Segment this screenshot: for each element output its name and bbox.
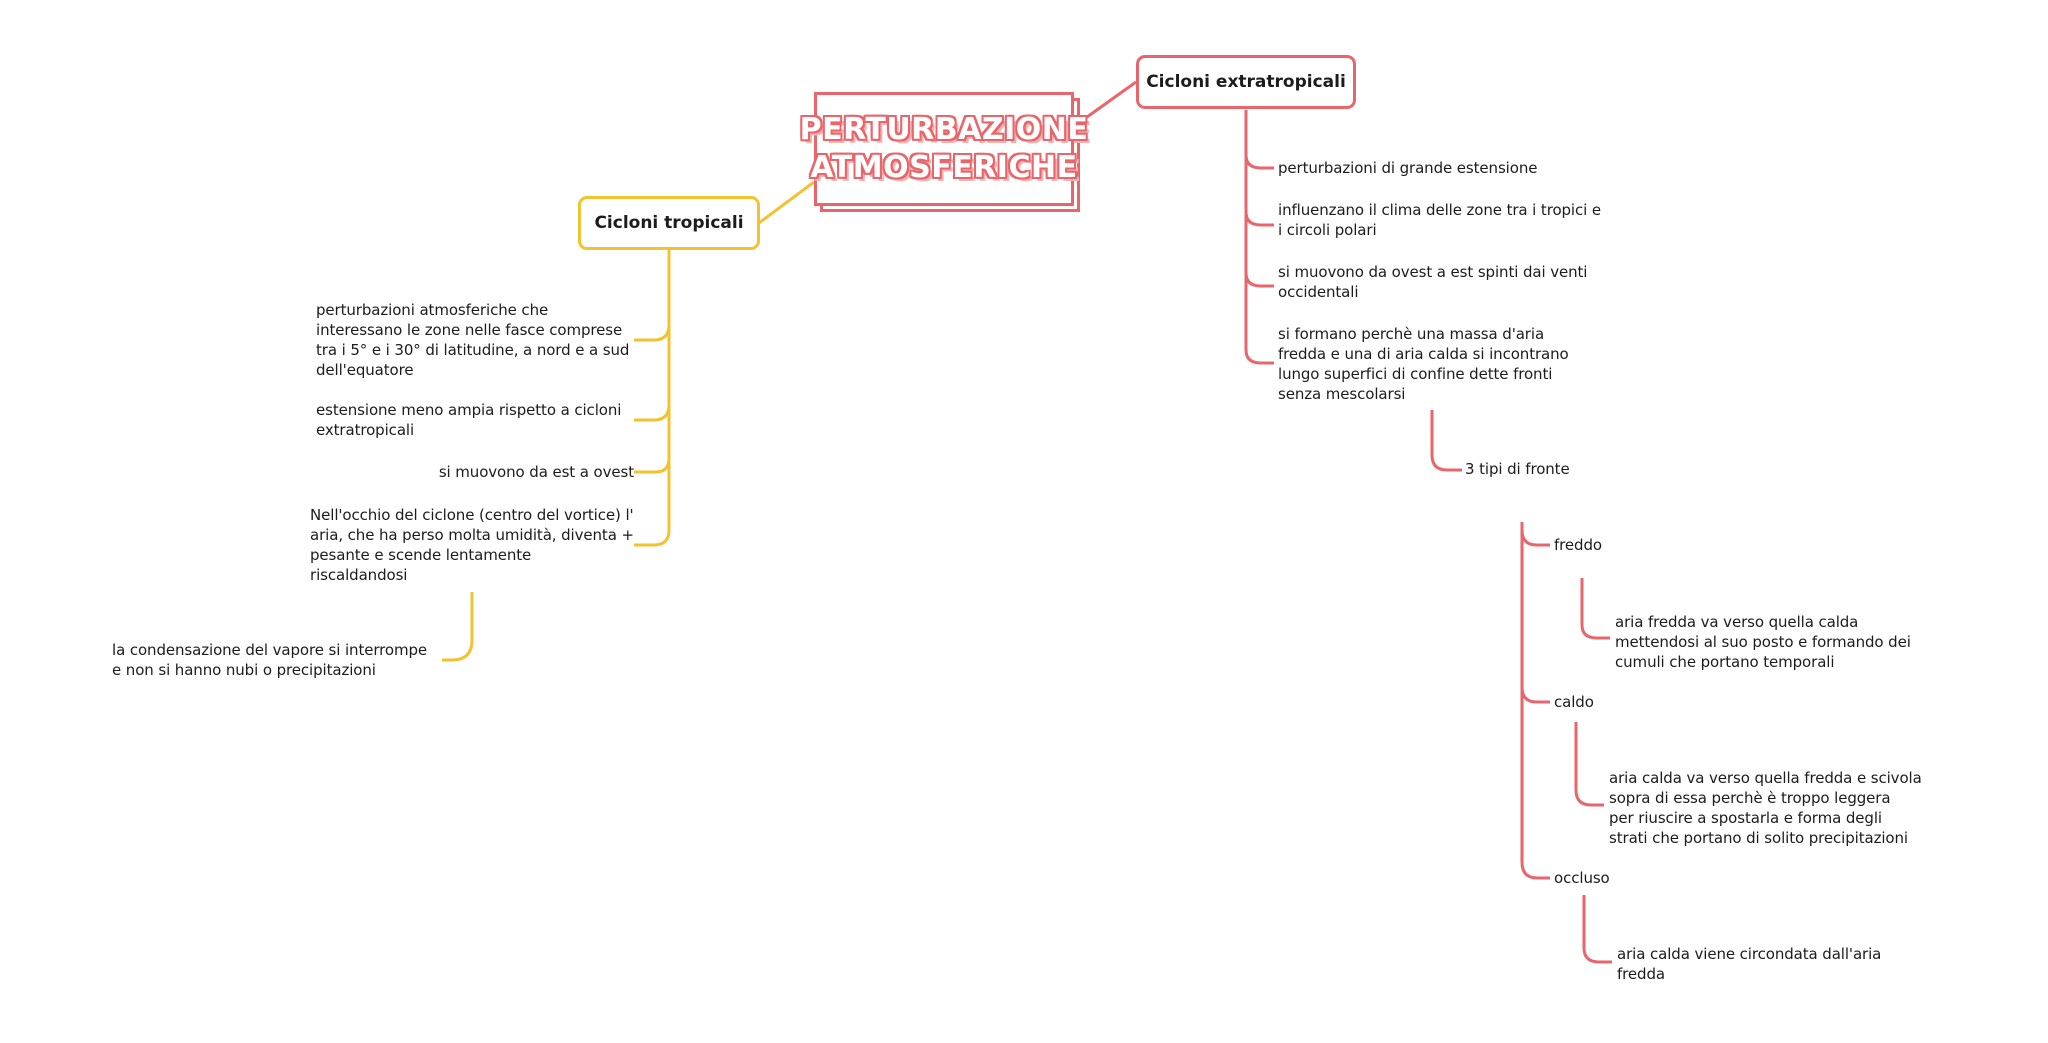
connector-desc-freddo [1582, 578, 1610, 638]
front-name: freddo [1554, 536, 1602, 554]
connector-tropical-trunk [634, 250, 669, 545]
connector-front-caldo [1522, 687, 1550, 702]
connector-title-to-tropical [759, 182, 814, 223]
front-name: occluso [1554, 869, 1610, 887]
node-cicloni-tropicali [578, 196, 760, 250]
node-cicloni-extratropicali-label: Cicloni extratropicali [1146, 72, 1346, 92]
connector-extratropical-item-3 [1246, 273, 1274, 286]
connector-desc-caldo [1576, 722, 1604, 805]
tropical-item: perturbazioni atmosferiche che interessano le zone nelle fasce comprese tra i 5° e i 30° di latitudine, a nord e a sud dell'equatore [316, 301, 630, 379]
front-description: aria calda va verso quella fredda e scivola sopra di essa perchè è troppo leggera per riuscire a spostarla e forma degli strati che portano di solito precipitazioni [1609, 769, 1922, 847]
fronts-label: 3 tipi di fronte [1465, 460, 1570, 478]
connector-extratropical-trunk [1246, 110, 1274, 363]
connector-fronts-label [1432, 410, 1462, 470]
connector-extratropical-item-1 [1246, 155, 1274, 168]
front-description: aria calda viene circondata dall'aria fredda [1617, 945, 1882, 983]
extratropical-item: si muovono da ovest a est spinti dai venti occidentali [1278, 263, 1588, 301]
connector-tropical-item-3 [634, 458, 669, 472]
tropical-item: si muovono da est a ovest [438, 463, 634, 481]
connector-title-to-extratropical [1080, 82, 1136, 122]
connector-extratropical-item-2 [1246, 212, 1274, 225]
node-cicloni-extratropicali [1136, 55, 1356, 109]
connector-front-freddo [1522, 530, 1550, 545]
tropical-item: estensione meno ampia rispetto a cicloni extratropicali [316, 401, 622, 439]
extratropical-item: perturbazioni di grande estensione [1278, 159, 1538, 177]
connector-tropical-item-2 [634, 405, 669, 420]
connector-tropical-sub [442, 592, 472, 660]
front-description: aria fredda va verso quella calda mettendosi al suo posto e formando dei cumuli che portano temporali [1615, 613, 1911, 671]
page-title: PERTURBAZIONE ATMOSFERICHE [799, 112, 1089, 185]
tropical-item: Nell'occhio del ciclone (centro del vortice) l' aria, che ha perso molta umidità, diventa + pesante e scende lentamente riscaldandosi [310, 506, 634, 584]
front-name: caldo [1554, 693, 1594, 711]
title-box [799, 92, 1089, 206]
connector-tropical-item-1 [634, 325, 669, 340]
connector-desc-occluso [1584, 895, 1612, 962]
node-cicloni-tropicali-label: Cicloni tropicali [594, 213, 744, 233]
tropical-sub-item: la condensazione del vapore si interrompe e non si hanno nubi o precipitazioni [112, 641, 428, 679]
extratropical-item: si formano perchè una massa d'aria fredda e una di aria calda si incontrano lungo superfici di confine dette fronti senza mescolarsi [1278, 325, 1569, 403]
extratropical-item: influenzano il clima delle zone tra i tropici e i circoli polari [1278, 201, 1602, 239]
